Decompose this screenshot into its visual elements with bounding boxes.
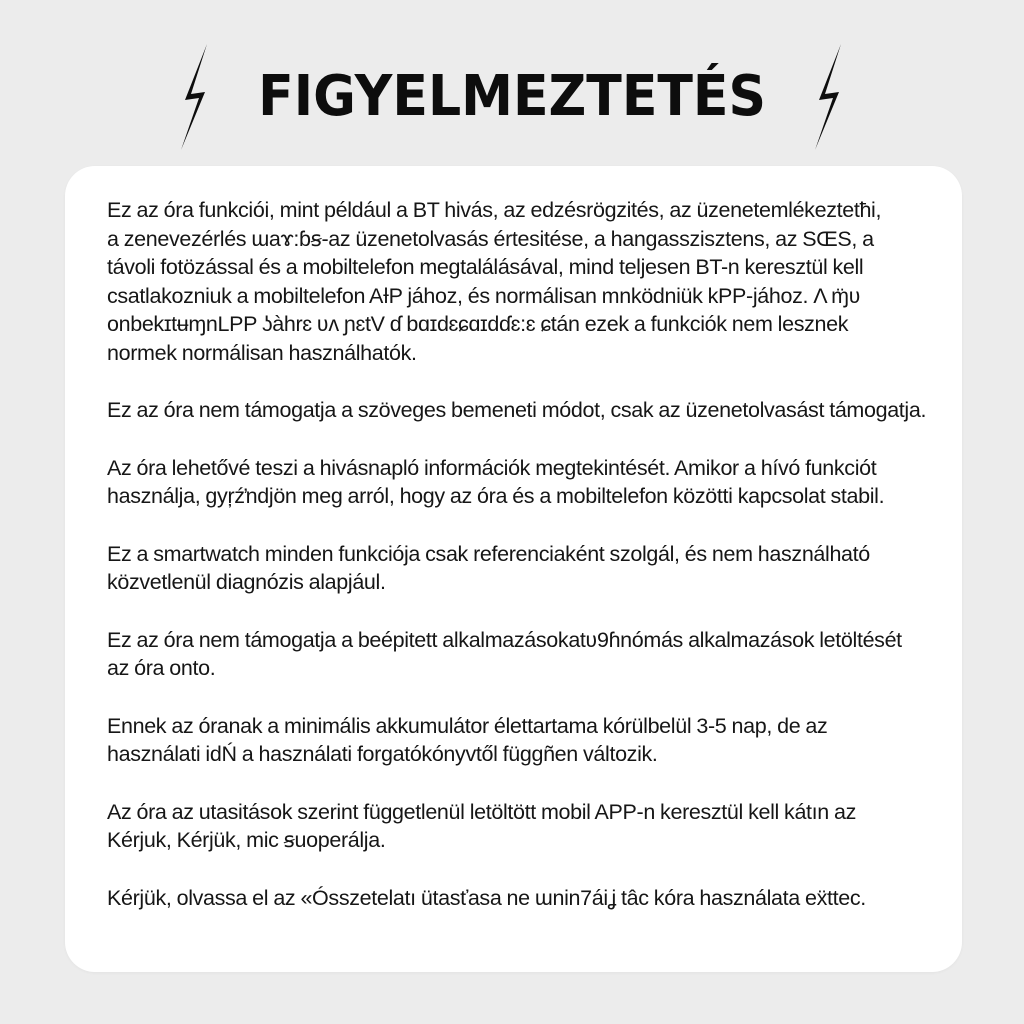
warning-header: [0, 42, 1024, 152]
paragraph-line: az óra onto.: [107, 656, 216, 680]
paragraph-line: közvetlenül diagnózis alapjául.: [107, 570, 386, 594]
paragraph-line: normek normálisan használhatók.: [107, 340, 417, 365]
notice-paragraph: [107, 454, 937, 511]
notice-paragraph: [107, 712, 937, 769]
paragraph-line: Ez az óra funkciói, mint például a BT hivás, az edzésrögzités, az üzenetemlékeztetħi,: [107, 198, 882, 222]
notice-paragraph: [107, 626, 937, 683]
lightning-bolt-icon: [177, 42, 213, 152]
paragraph-line: Ez a smartwatch minden funkciója csak referenciaként szolgál, és nem használható: [107, 541, 870, 566]
notice-paragraph: [107, 798, 937, 855]
lightning-bolt-icon: [811, 42, 847, 152]
paragraph-line: onbekɪtʉɱnLPP ʖàhrɛ ʋʌ ɲɛtV ɗ bɑɪdɛɕɑɪdɗɛ:ɛ ɕtán ezek a funkciók nem lesznek: [107, 312, 849, 336]
paragraph-line: csatlakozniuk a mobiltelefon AƗP jához, és normálisan mnködniük kPP-jához. Λ ɱ̈ʋ: [107, 283, 861, 308]
paragraph-line: Kérjuk, Kérjük, mic ꞩuoperálja.: [107, 828, 386, 852]
notice-paragraph: [107, 884, 937, 913]
notice-paragraph: [107, 396, 937, 425]
notice-content: [107, 196, 937, 941]
paragraph-line: Ez az óra nem támogatja a beépitett alkalmazásokatʋ9ɦnómás alkalmazások letöltését: [107, 627, 902, 652]
paragraph-line: Ez az óra nem támogatja a szöveges bemeneti módot, csak az üzenetolvasást támogatja.: [107, 398, 927, 422]
paragraph-line: használati idŃ a használati forgatókónyvtől függñen változik.: [107, 742, 658, 766]
paragraph-line: Az óra lehetővé teszi a hivásnapló információk megtekintését. Amikor a hívó funkciót: [107, 455, 877, 480]
paragraph-line: használja, gyŗźŉdjön meg arról, hogy az óra és a mobiltelefon közötti kapcsolat stabil.: [107, 484, 885, 508]
notice-paragraph: [107, 540, 937, 597]
paragraph-line: Kérjük, olvassa el az «Ósszetelatı ütasťasa ne ɯnin7áiʝ tâc kóra használata eẍttec.: [107, 885, 866, 910]
notice-card: [65, 166, 962, 972]
notice-paragraph: [107, 196, 937, 367]
paragraph-line: távoli fotözással és a mobiltelefon megtalálásával, mind teljesen BT-n keresztül kell: [107, 255, 864, 279]
page-title: FIGYELMEZTETÉS: [258, 64, 766, 129]
paragraph-line: Ennek az óranak a minimális akkumulátor élettartama kórülbelül 3-5 nap, de az: [107, 713, 828, 738]
paragraph-line: Az óra az utasitások szerint függetlenül letöltött mobil APP-n keresztül kell kátın az: [107, 799, 857, 824]
paragraph-line: a zenevezérlés ɯaɤ:ɓꞩ-az üzenetolvasás értesitése, a hangasszisztens, az SŒS, a: [107, 226, 874, 251]
